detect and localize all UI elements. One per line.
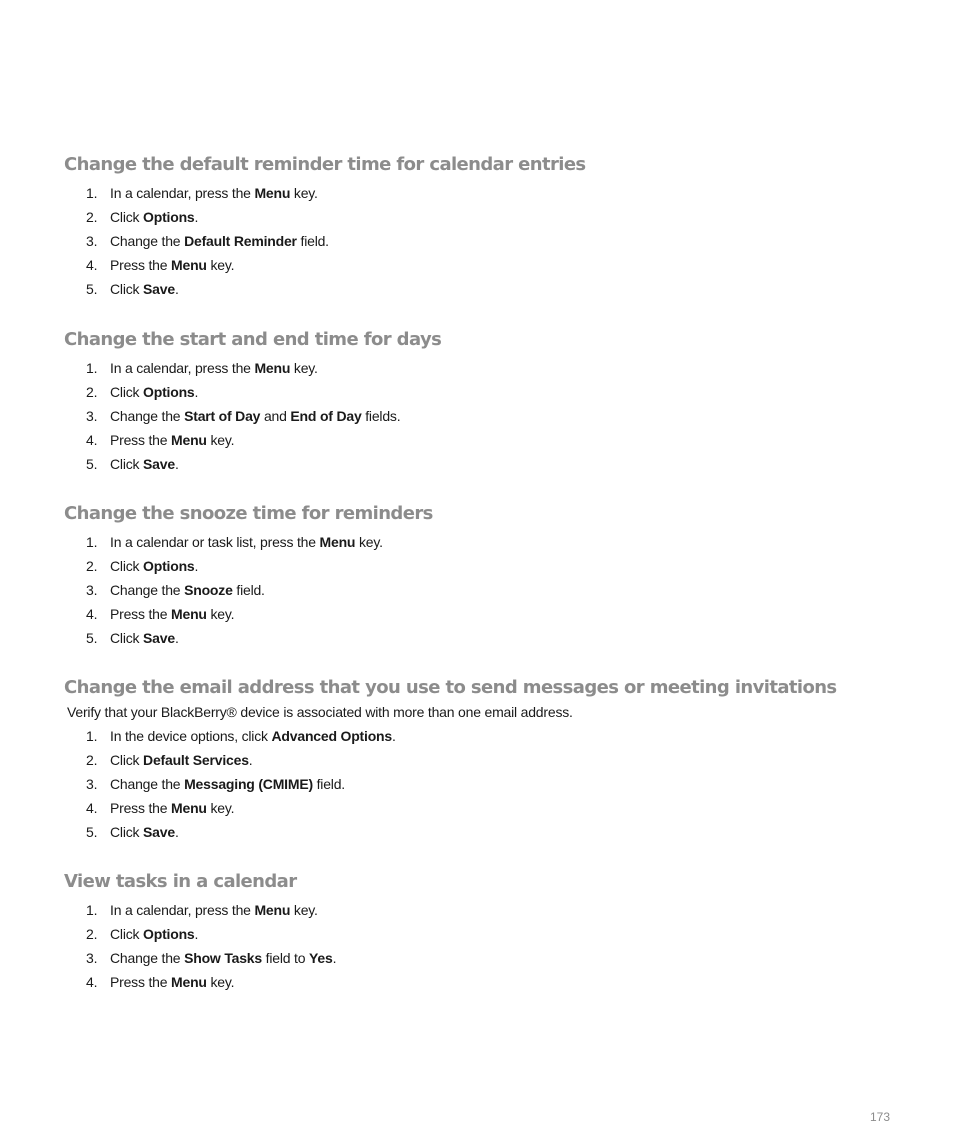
step-text: Click Options.	[110, 926, 199, 942]
step-text: Press the Menu key.	[110, 800, 235, 816]
list-item	[64, 380, 904, 404]
step-number: 3.	[86, 776, 98, 792]
step-text: Press the Menu key.	[110, 974, 235, 990]
list-item	[64, 530, 904, 554]
step-text: In a calendar, press the Menu key.	[110, 902, 318, 918]
step-number: 3.	[86, 582, 98, 598]
step-number: 5.	[86, 824, 98, 840]
step-text: Click Options.	[110, 558, 199, 574]
list-item	[64, 205, 904, 229]
step-number: 2.	[86, 926, 98, 942]
step-number: 5.	[86, 456, 98, 472]
step-text: Press the Menu key.	[110, 257, 235, 273]
section-heading: Change the default reminder time for calendar entries	[64, 154, 586, 175]
list-item	[64, 772, 904, 796]
step-text: Click Options.	[110, 384, 199, 400]
step-text: Change the Default Reminder field.	[110, 233, 329, 249]
step-text: Change the Snooze field.	[110, 582, 265, 598]
list-item	[64, 970, 904, 994]
step-number: 4.	[86, 800, 98, 816]
step-list	[64, 530, 904, 650]
step-number: 1.	[86, 185, 98, 201]
step-list	[64, 898, 904, 994]
list-item	[64, 554, 904, 578]
step-number: 2.	[86, 752, 98, 768]
list-item	[64, 428, 904, 452]
step-number: 4.	[86, 974, 98, 990]
list-item	[64, 404, 904, 428]
step-text: Click Save.	[110, 824, 179, 840]
section-start-end-time	[64, 328, 904, 476]
step-text: Change the Messaging (CMIME) field.	[110, 776, 345, 792]
step-text: Change the Show Tasks field to Yes.	[110, 950, 337, 966]
section-view-tasks	[64, 870, 904, 994]
list-item	[64, 946, 904, 970]
section-email-address	[64, 676, 904, 844]
list-item	[64, 452, 904, 476]
step-number: 1.	[86, 360, 98, 376]
step-text: Change the Start of Day and End of Day fields.	[110, 408, 401, 424]
section-heading: Change the snooze time for reminders	[64, 503, 433, 524]
step-number: 5.	[86, 630, 98, 646]
step-text: In a calendar, press the Menu key.	[110, 360, 318, 376]
list-item	[64, 229, 904, 253]
list-item	[64, 898, 904, 922]
list-item	[64, 578, 904, 602]
list-item	[64, 626, 904, 650]
step-text: In a calendar, press the Menu key.	[110, 185, 318, 201]
step-text: In the device options, click Advanced Options.	[110, 728, 396, 744]
list-item	[64, 602, 904, 626]
list-item	[64, 253, 904, 277]
step-text: Click Default Services.	[110, 752, 253, 768]
step-number: 2.	[86, 384, 98, 400]
prerequisite-note: Verify that your BlackBerry® device is associated with more than one email address.	[67, 704, 573, 720]
section-heading: Change the start and end time for days	[64, 329, 442, 350]
step-number: 3.	[86, 408, 98, 424]
step-number: 4.	[86, 432, 98, 448]
step-text: In a calendar or task list, press the Menu key.	[110, 534, 383, 550]
step-number: 3.	[86, 950, 98, 966]
step-number: 1.	[86, 534, 98, 550]
list-item	[64, 356, 904, 380]
step-text: Click Options.	[110, 209, 199, 225]
step-number: 1.	[86, 902, 98, 918]
section-heading: Change the email address that you use to send messages or meeting invitations	[64, 677, 837, 698]
page-number: 173	[869, 1110, 890, 1124]
list-item	[64, 181, 904, 205]
step-text: Press the Menu key.	[110, 432, 235, 448]
step-number: 2.	[86, 558, 98, 574]
list-item	[64, 724, 904, 748]
step-text: Press the Menu key.	[110, 606, 235, 622]
step-number: 3.	[86, 233, 98, 249]
step-number: 4.	[86, 257, 98, 273]
step-text: Click Save.	[110, 281, 179, 297]
section-heading: View tasks in a calendar	[64, 871, 297, 892]
list-item	[64, 820, 904, 844]
list-item	[64, 277, 904, 301]
list-item	[64, 922, 904, 946]
step-number: 4.	[86, 606, 98, 622]
step-list	[64, 181, 904, 301]
section-snooze-time	[64, 502, 904, 650]
step-list	[64, 724, 904, 844]
section-default-reminder	[64, 153, 904, 301]
step-list	[64, 356, 904, 476]
step-number: 5.	[86, 281, 98, 297]
step-number: 2.	[86, 209, 98, 225]
list-item	[64, 796, 904, 820]
step-text: Click Save.	[110, 630, 179, 646]
step-text: Click Save.	[110, 456, 179, 472]
list-item	[64, 748, 904, 772]
step-number: 1.	[86, 728, 98, 744]
